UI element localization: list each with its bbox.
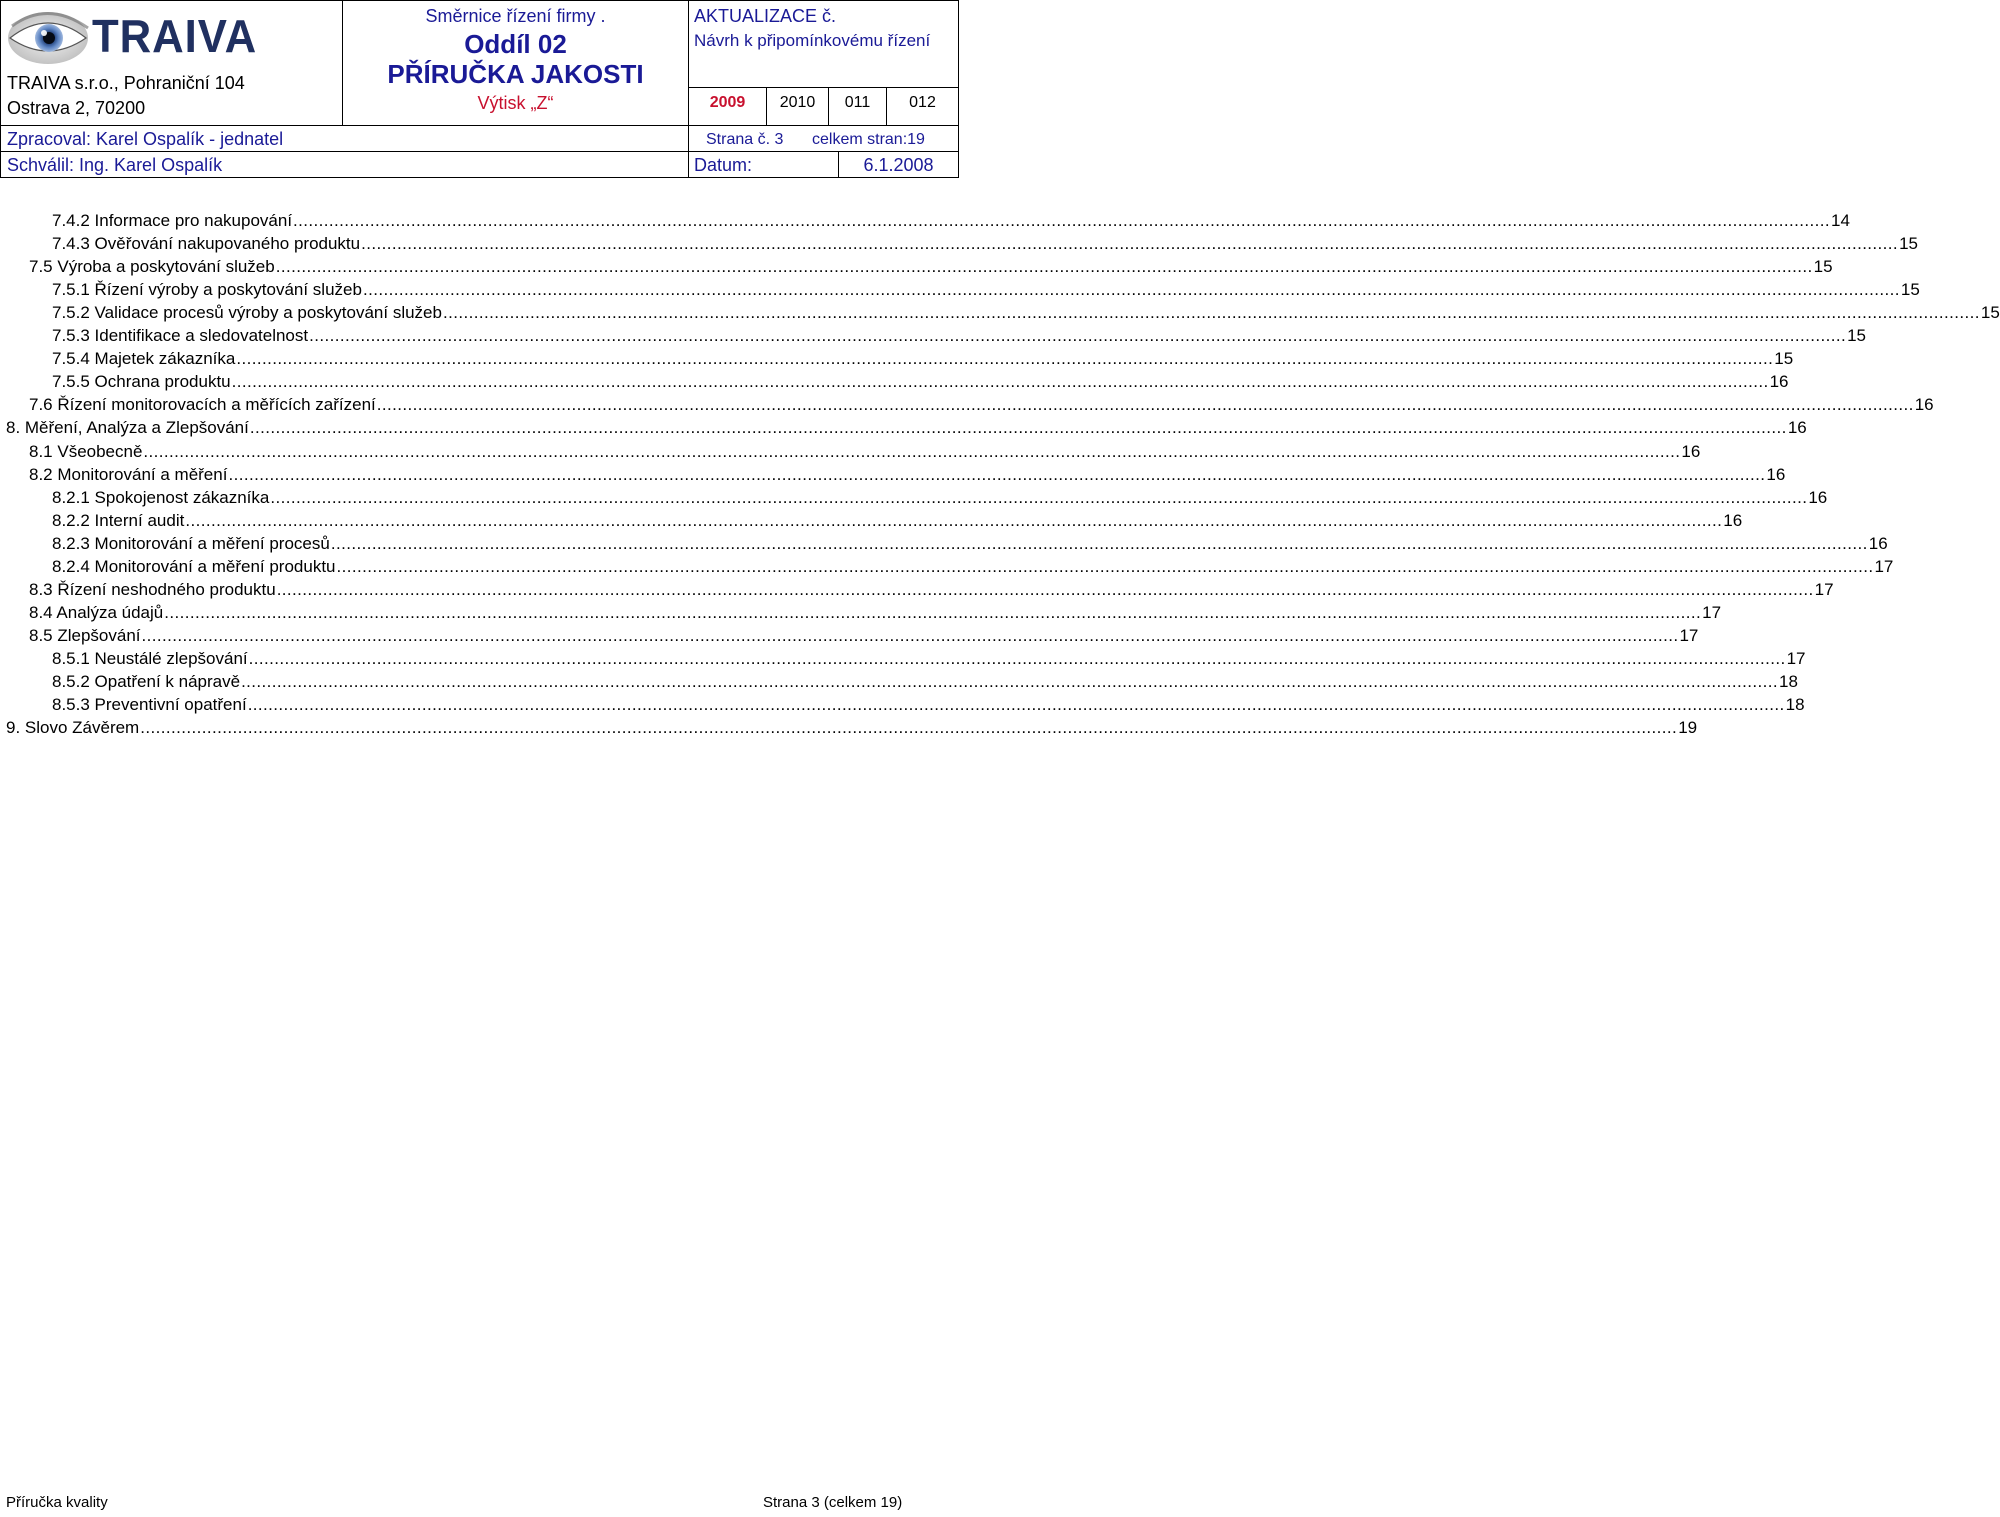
toc-entry[interactable] xyxy=(52,670,1798,693)
toc-entry[interactable] xyxy=(6,716,1698,739)
toc-entry-title: 8.5.3 Preventivní opatření xyxy=(52,695,247,715)
issue-label: Výtisk „Z“ xyxy=(477,93,554,113)
directive-title: Směrnice řízení firmy . xyxy=(425,6,606,26)
toc-entry-title: 8. Měření, Analýza a Zlepšování xyxy=(6,418,249,438)
toc-entry[interactable] xyxy=(52,278,1920,301)
toc-entry-title: 7.5 Výroba a poskytování služeb xyxy=(29,257,275,277)
toc-leader-dots: ............................................................................................................................................................................................................................................................................................................ xyxy=(376,395,1914,415)
toc-entry-title: 8.2 Monitorování a měření xyxy=(29,464,228,484)
toc-entry-page: 17 xyxy=(1679,625,1699,645)
toc-entry[interactable] xyxy=(52,693,1805,716)
update-label: AKTUALIZACE č. xyxy=(694,6,837,26)
toc-entry[interactable] xyxy=(29,393,1934,416)
toc-entry-page: 16 xyxy=(1808,487,1828,507)
year-cell: 2010 xyxy=(779,94,816,111)
toc-entry-page: 17 xyxy=(1702,602,1722,622)
toc-entry-title: 8.5 Zlepšování xyxy=(29,625,141,645)
toc-leader-dots: ............................................................................................................................................................................................................................................................................................................ xyxy=(164,602,1702,622)
toc-entry-title: 8.2.3 Monitorování a měření procesů xyxy=(52,533,330,553)
toc-leader-dots: ............................................................................................................................................................................................................................................................................................................ xyxy=(362,280,1900,300)
toc-entry-page: 16 xyxy=(1681,441,1701,461)
toc-entry-title: 8.2.2 Interní audit xyxy=(52,510,185,530)
header-divider xyxy=(0,125,959,126)
toc-entry-page: 16 xyxy=(1868,533,1888,553)
toc-entry-page: 16 xyxy=(1787,418,1807,438)
toc-entry-title: 7.4.2 Informace pro nakupování xyxy=(52,211,293,230)
toc-leader-dots: ............................................................................................................................................................................................................................................................................................................ xyxy=(442,303,1980,323)
toc-entry[interactable] xyxy=(52,232,1918,255)
toc-entry-page: 18 xyxy=(1785,695,1805,715)
toc-leader-dots: ............................................................................................................................................................................................................................................................................................................ xyxy=(185,510,1723,530)
header-border-bottom xyxy=(0,177,959,178)
toc-leader-dots: ............................................................................................................................................................................................................................................................................................................ xyxy=(143,441,1681,461)
toc-entry-title: 7.5.5 Ochrana produktu xyxy=(52,372,231,392)
toc-entry-title: 7.5.2 Validace procesů výroby a poskytování služeb xyxy=(52,303,442,323)
toc-entry-title: 8.5.1 Neustálé zlepšování xyxy=(52,648,248,668)
toc-entry-page: 15 xyxy=(1980,303,2000,323)
date-value: 6.1.2008 xyxy=(863,155,934,175)
toc-entry[interactable] xyxy=(52,209,1850,232)
toc-entry-page: 16 xyxy=(1914,395,1934,415)
toc-entry-title: 7.5.4 Majetek zákazníka xyxy=(52,349,236,369)
company-address-line-2: Ostrava 2, 70200 xyxy=(7,98,146,118)
toc-entry[interactable] xyxy=(29,463,1786,486)
document-header xyxy=(0,0,959,178)
toc-entry[interactable] xyxy=(52,532,1888,555)
footer-left: Příručka kvality xyxy=(6,1494,108,1511)
total-pages-label: celkem stran:19 xyxy=(812,131,925,148)
year-cell: 012 xyxy=(909,94,936,111)
header-border-left xyxy=(0,0,1,178)
approved-by: Schválil: Ing. Karel Ospalík xyxy=(7,155,223,175)
draft-label: Návrh k připomínkovému řízení xyxy=(694,31,931,50)
toc-entry[interactable] xyxy=(52,509,1743,532)
toc-entry[interactable] xyxy=(29,255,1833,278)
header-border-top xyxy=(0,0,959,1)
header-divider xyxy=(688,0,689,178)
toc-entry-title: 8.4 Analýza údajů xyxy=(29,602,164,622)
manual-title: PŘÍRUČKA JAKOSTI xyxy=(387,59,644,89)
toc-leader-dots: ............................................................................................................................................................................................................................................................................................................ xyxy=(249,418,1787,438)
toc-entry[interactable] xyxy=(52,347,1794,370)
company-address-line-1: TRAIVA s.r.o., Pohraniční 104 xyxy=(7,73,245,93)
toc-entry-page: 16 xyxy=(1723,510,1743,530)
toc-entry-page: 15 xyxy=(1900,280,1920,300)
toc-entry-page: 15 xyxy=(1813,257,1833,277)
toc-leader-dots: ............................................................................................................................................................................................................................................................................................................ xyxy=(336,556,1874,576)
company-logo xyxy=(6,4,258,68)
toc-leader-dots: ............................................................................................................................................................................................................................................................................................................ xyxy=(228,464,1766,484)
toc-entry[interactable] xyxy=(52,647,1806,670)
toc-leader-dots: ............................................................................................................................................................................................................................................................................................................ xyxy=(140,718,1678,738)
toc-entry-page: 15 xyxy=(1847,326,1866,346)
toc-entry-title: 7.5.3 Identifikace a sledovatelnost xyxy=(52,326,309,346)
toc-entry[interactable] xyxy=(52,301,2000,324)
header-border-right xyxy=(958,0,959,178)
toc-leader-dots: ............................................................................................................................................................................................................................................................................................................ xyxy=(275,257,1813,277)
year-cell: 011 xyxy=(844,94,871,111)
toc-entry-title: 8.1 Všeobecně xyxy=(29,441,143,461)
toc-entry[interactable] xyxy=(52,324,1866,347)
toc-leader-dots: ............................................................................................................................................................................................................................................................................................................ xyxy=(141,625,1679,645)
toc-entry-page: 17 xyxy=(1786,648,1806,668)
toc-entry[interactable] xyxy=(52,486,1828,509)
toc-entry-page: 19 xyxy=(1678,718,1698,738)
toc-leader-dots: ............................................................................................................................................................................................................................................................................................................ xyxy=(309,326,1847,346)
toc-entry-page: 17 xyxy=(1814,579,1834,599)
footer-page-number: Strana 3 (celkem 19) xyxy=(763,1494,903,1511)
toc-leader-dots: ............................................................................................................................................................................................................................................................................................................ xyxy=(231,372,1769,392)
toc-leader-dots: ............................................................................................................................................................................................................................................................................................................ xyxy=(236,349,1774,369)
toc-entry[interactable] xyxy=(29,578,1834,601)
toc-entry-title: 8.2.4 Monitorování a měření produktu xyxy=(52,556,336,576)
toc-entry-title: 7.4.3 Ověřování nakupovaného produktu xyxy=(52,234,361,254)
toc-entry-page: 15 xyxy=(1899,234,1918,254)
toc-entry-title: 7.6 Řízení monitorovacích a měřících zařízení xyxy=(29,395,376,415)
year-cell: 2009 xyxy=(709,94,746,111)
toc-entry-title: 9. Slovo Závěrem xyxy=(6,718,140,738)
toc-entry-page: 17 xyxy=(1874,556,1894,576)
toc-leader-dots: ............................................................................................................................................................................................................................................................................................................ xyxy=(276,579,1814,599)
toc-entry-title: 8.3 Řízení neshodného produktu xyxy=(29,579,276,599)
toc-entry[interactable] xyxy=(29,624,1699,647)
toc-entry[interactable] xyxy=(29,601,1722,624)
toc-entry-page: 16 xyxy=(1766,464,1786,484)
toc-entry-page: 16 xyxy=(1769,372,1789,392)
toc-leader-dots: ............................................................................................................................................................................................................................................................................................................ xyxy=(361,234,1899,254)
section-title: Oddíl 02 xyxy=(464,29,567,59)
header-divider xyxy=(0,151,959,152)
date-label: Datum: xyxy=(694,155,753,175)
toc-entry[interactable] xyxy=(52,555,1894,578)
toc-entry-page: 15 xyxy=(1774,349,1794,369)
toc-leader-dots: ............................................................................................................................................................................................................................................................................................................ xyxy=(270,487,1808,507)
toc-entry[interactable] xyxy=(6,416,1807,439)
toc-leader-dots: ............................................................................................................................................................................................................................................................................................................ xyxy=(247,695,1785,715)
page-number-label: Strana č. 3 xyxy=(706,131,784,148)
toc-entry-title: 8.5.2 Opatření k nápravě xyxy=(52,672,241,691)
toc-entry[interactable] xyxy=(29,440,1701,463)
prepared-by: Zpracoval: Karel Ospalík - jednatel xyxy=(7,129,284,149)
toc-leader-dots: ............................................................................................................................................................................................................................................................................................................ xyxy=(241,672,1779,691)
toc-leader-dots: ............................................................................................................................................................................................................................................................................................................ xyxy=(248,648,1786,668)
toc-entry-page: 14 xyxy=(1831,211,1850,230)
toc-leader-dots: ............................................................................................................................................................................................................................................................................................................ xyxy=(293,211,1830,230)
header-divider xyxy=(688,87,959,88)
toc-entry-page: 18 xyxy=(1779,672,1798,691)
toc-entry-title: 7.5.1 Řízení výroby a poskytování služeb xyxy=(52,280,362,300)
toc-entry-title: 8.2.1 Spokojenost zákazníka xyxy=(52,487,270,507)
toc-entry[interactable] xyxy=(52,370,1789,393)
toc-leader-dots: ............................................................................................................................................................................................................................................................................................................ xyxy=(330,533,1868,553)
company-logo-text: TRAIVA xyxy=(92,10,258,62)
